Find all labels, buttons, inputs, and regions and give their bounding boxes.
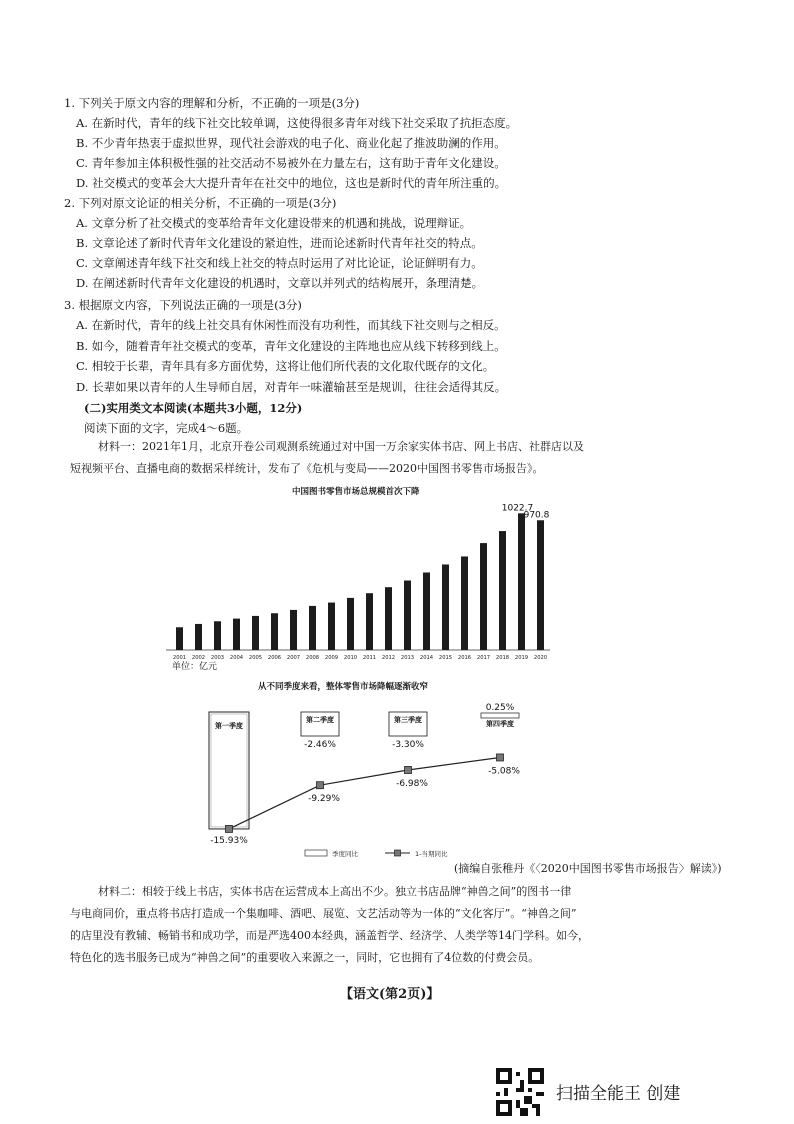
bar-2005 [252,616,259,650]
question-3-option-b: B. 如今，随着青年社交模式的变革，青年文化建设的主阵地也应从线下转移到线上。 [76,339,506,353]
bar-x-tick-2020: 2020 [533,655,548,661]
quarter-name-1: 第一季度 [215,722,243,730]
line-chart-title: 从不同季度来看，整体零售市场降幅逐渐收窄 [258,682,429,692]
bar-2020 [537,520,544,650]
question-3-option-d: D. 长辈如果以青年的人生导师自居，对青年一味灌输甚至是规训，往往会适得其反。 [76,380,507,394]
bar-2003 [214,621,221,650]
question-2-option-a: A. 文章分析了社交模式的变革给青年文化建设带来的机遇和挑战，说理辩证。 [76,216,472,230]
bar-x-tick-2015: 2015 [438,655,453,661]
bar-chart-unit: 单位：亿元 [172,662,218,672]
quarter-yoy-label-4: 0.25% [485,703,515,713]
legend-swatch-quarterly [305,850,327,856]
cumulative-point-1 [226,825,233,832]
question-1-option-b: B. 不少青年热衷于虚拟世界，现代社会游戏的电子化、商业化起了推波助澜的作用。 [76,136,506,150]
quarter-yoy-label-2: -2.46% [304,740,336,750]
legend-label-quarterly: 季度同比 [332,850,358,858]
bar-x-tick-2017: 2017 [476,655,491,661]
bar-x-tick-2016: 2016 [457,655,472,661]
material2-line4: 特色化的选书服务已成为“神兽之间”的重要收入来源之一，同时，它也拥有了4位数的付费会员。 [70,951,540,964]
legend-swatch-marker [395,850,401,856]
bar-x-tick-2018: 2018 [495,655,510,661]
bar-2015 [442,564,449,650]
cumulative-label-1: -15.93% [210,835,248,846]
qr-code-icon [496,1068,544,1116]
bar-x-tick-2006: 2006 [267,655,282,661]
question-2-option-b: B. 文章论述了新时代青年文化建设的紧迫性，进而论述新时代青年社交的特点。 [76,236,483,250]
bar-2006 [271,613,278,650]
bar-chart [160,495,560,665]
legend-label-cumulative: 1-当期同比 [415,850,448,858]
quarter-bar-4 [481,713,519,718]
bar-2013 [404,581,411,650]
quarter-name-3: 第三季度 [394,716,422,724]
quarter-yoy-label-3: -3.30% [392,740,424,750]
bar-2016 [461,556,468,650]
bar-x-tick-2002: 2002 [191,655,206,661]
cumulative-line [229,757,500,828]
material1-line2: 短视频平台、直播电商的数据采样统计，发布了《危机与变局——2020中国图书零售市场报告》。 [70,462,544,475]
material2-line1: 材料二：相较于线上书店，实体书店在运营成本上高出不少。独立书店品牌“神兽之间”的图书一律 [98,885,572,898]
question-1-option-c: C. 青年参加主体积极性强的社交活动不易被外在力量左右，这有助于青年文化建设。 [76,156,506,170]
bar-x-tick-2019: 2019 [514,655,529,661]
section-heading: (二)实用类文本阅读(本题共3小题，12分) [84,401,303,415]
bar-x-tick-2003: 2003 [210,655,225,661]
material2-line2: 与电商同价，重点将书店打造成一个集咖啡、酒吧、展览、文艺活动等为一体的“文化客厅”。“神兽之间” [70,907,577,920]
cumulative-point-4 [497,754,504,761]
bar-2018 [499,531,506,650]
material1-line1: 材料一：2021年1月，北京开卷公司观测系统通过对中国一万余家实体书店、网上书店、社群店以及 [98,440,584,453]
question-2-stem: 2. 下列对原文论证的相关分析，不正确的一项是(3分) [64,196,337,210]
bar-2011 [366,593,373,650]
bar-2008 [309,606,316,650]
scanner-watermark: 扫描全能王 创建 [556,1084,681,1104]
bar-2014 [423,572,430,650]
bar-2001 [176,627,183,650]
bar-x-tick-2005: 2005 [248,655,263,661]
question-3-stem: 3. 根据原文内容，下列说法正确的一项是(3分) [64,298,302,312]
cumulative-label-3: -6.98% [396,778,428,789]
question-3-option-a: A. 在新时代，青年的线上社交具有休闲性而没有功利性，而其线下社交则与之相反。 [76,318,506,332]
bar-x-tick-2009: 2009 [324,655,339,661]
question-1-stem: 1. 下列关于原文内容的理解和分析，不正确的一项是(3分) [64,96,360,110]
cumulative-point-2 [317,782,324,789]
section-instruction: 阅读下面的文字，完成4～6题。 [84,421,249,435]
bar-2009 [328,603,335,650]
bar-x-tick-2008: 2008 [305,655,320,661]
bar-x-tick-2004: 2004 [229,655,244,661]
page-footer: 【语文(第2页)】 [340,987,440,1002]
bar-value-label-2020: 970.8 [523,510,550,521]
bar-x-tick-2013: 2013 [400,655,415,661]
question-2-option-c: C. 文章阐述青年线下社交和线上社交的特点时运用了对比论证，论证鲜明有力。 [76,256,483,270]
bar-x-tick-2014: 2014 [419,655,434,661]
question-2-option-d: D. 在阐述新时代青年文化建设的机遇时，文章以并列式的结构展开，条理清楚。 [76,276,484,290]
quarter-name-2: 第二季度 [306,716,334,724]
cumulative-label-2: -9.29% [308,794,340,805]
bar-x-tick-2010: 2010 [343,655,358,661]
line-chart [180,688,560,863]
bar-2010 [347,598,354,650]
bar-value-label-2019: 1022.7 [501,503,534,514]
bar-2002 [195,624,202,650]
question-1-option-a: A. 在新时代，青年的线下社交比较单调，这使得很多青年对线下社交采取了抗拒态度。 [76,116,518,130]
question-1-option-d: D. 社交模式的变革会大大提升青年在社交中的地位，这也是新时代的青年所注重的。 [76,176,507,190]
quarter-name-4: 第四季度 [486,720,514,728]
bar-chart-title: 中国图书零售市场总规模首次下降 [292,487,420,497]
bar-x-tick-2001: 2001 [172,655,187,661]
bar-2004 [233,619,240,650]
cumulative-point-3 [405,766,412,773]
bar-2019 [518,513,525,650]
bar-x-tick-2011: 2011 [362,655,377,661]
material2-line3: 的店里没有教辅、畅销书和成功学，而是严选400本经典，涵盖哲学、经济学、人类学等14门学科。如今， [70,929,589,942]
source-citation: (摘编自张稚丹《〈2020中国图书零售市场报告〉解读》) [454,862,722,875]
question-3-option-c: C. 相较于长辈，青年具有多方面优势，这将让他们所代表的文化取代既存的文化。 [76,359,495,373]
bar-2012 [385,587,392,650]
bar-2007 [290,610,297,650]
cumulative-label-4: -5.08% [488,766,520,777]
bar-2017 [480,543,487,650]
bar-x-tick-2007: 2007 [286,655,301,661]
bar-x-tick-2012: 2012 [381,655,396,661]
